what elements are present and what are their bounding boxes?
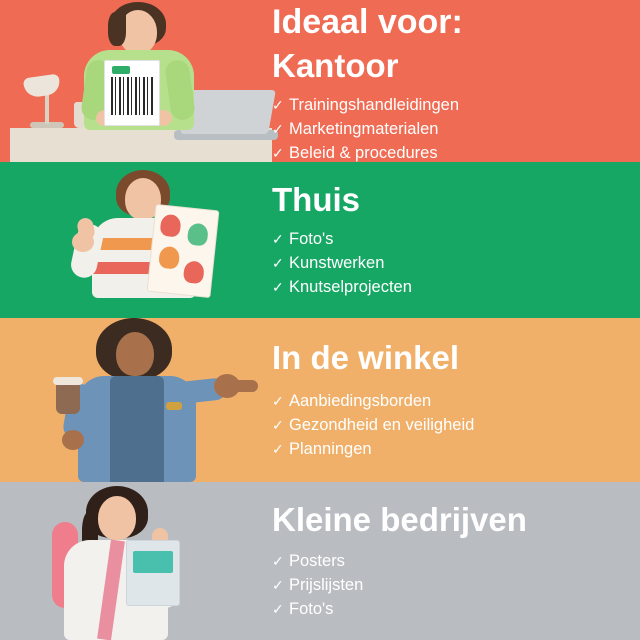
wristwatch-icon bbox=[166, 402, 182, 410]
check-icon: ✓ bbox=[272, 417, 284, 433]
handprint-artwork bbox=[148, 205, 219, 297]
list-item bbox=[272, 252, 632, 274]
photo-kleine-bedrijven bbox=[0, 482, 272, 640]
bullet-list-winkel bbox=[272, 390, 632, 462]
check-icon: ✓ bbox=[272, 553, 284, 569]
photo-winkel bbox=[0, 318, 272, 482]
list-item-label: Kunstwerken bbox=[289, 254, 385, 272]
list-item-label: Trainingshandleidingen bbox=[289, 96, 460, 114]
check-icon: ✓ bbox=[272, 145, 284, 161]
list-item bbox=[272, 118, 632, 140]
list-item-label: Foto's bbox=[289, 600, 334, 618]
bullet-list-thuis bbox=[272, 228, 632, 300]
list-item-label: Gezondheid en veiligheid bbox=[289, 416, 475, 434]
text-thuis bbox=[272, 162, 632, 318]
list-item bbox=[272, 94, 632, 116]
handprint-red bbox=[159, 214, 181, 238]
head bbox=[116, 332, 154, 376]
head bbox=[98, 496, 136, 540]
hand-left bbox=[72, 232, 94, 252]
document-logo bbox=[112, 66, 130, 74]
lamp-shade-icon bbox=[23, 74, 61, 99]
check-icon: ✓ bbox=[272, 393, 284, 409]
text-kantoor bbox=[272, 0, 632, 162]
photo-thuis bbox=[0, 162, 272, 318]
heading-kleine-bedrijven: Kleine bedrijven bbox=[272, 501, 527, 538]
list-item-label: Posters bbox=[289, 552, 345, 570]
lamp-stem-icon bbox=[45, 92, 49, 124]
check-icon: ✓ bbox=[272, 279, 284, 295]
handprint-orange bbox=[158, 246, 180, 270]
heading-kantoor: Kantoor bbox=[272, 47, 399, 84]
hand-left bbox=[62, 430, 84, 450]
check-icon: ✓ bbox=[272, 577, 284, 593]
product-bag bbox=[126, 540, 180, 606]
printed-manual bbox=[104, 60, 160, 126]
list-item-label: Planningen bbox=[289, 440, 372, 458]
handprint-green bbox=[187, 222, 209, 246]
laptop-screen-icon bbox=[180, 90, 276, 134]
list-item bbox=[272, 276, 632, 298]
list-item bbox=[272, 390, 632, 412]
heading-winkel: In de winkel bbox=[272, 339, 460, 376]
heading-thuis: Thuis bbox=[272, 181, 360, 218]
handprint-red-2 bbox=[183, 260, 205, 284]
list-item-label: Prijslijsten bbox=[289, 576, 364, 594]
check-icon: ✓ bbox=[272, 121, 284, 137]
list-item-label: Knutselprojecten bbox=[289, 278, 412, 296]
text-kleine-bedrijven bbox=[272, 482, 632, 640]
section-kleine-bedrijven bbox=[0, 482, 640, 640]
coffee-cup-lid-icon bbox=[53, 377, 83, 385]
check-icon: ✓ bbox=[272, 97, 284, 113]
photo-kantoor bbox=[0, 0, 272, 162]
section-winkel bbox=[0, 318, 640, 482]
list-item bbox=[272, 142, 632, 162]
list-item-label: Foto's bbox=[289, 230, 334, 248]
check-icon: ✓ bbox=[272, 441, 284, 457]
list-item bbox=[272, 438, 632, 460]
hair-side bbox=[108, 12, 126, 46]
product-label bbox=[133, 551, 173, 573]
bullet-list-kleine-bedrijven bbox=[272, 550, 632, 622]
list-item-label: Beleid & procedures bbox=[289, 144, 438, 162]
section-kantoor bbox=[0, 0, 640, 162]
check-icon: ✓ bbox=[272, 255, 284, 271]
section-thuis bbox=[0, 162, 640, 318]
check-icon: ✓ bbox=[272, 601, 284, 617]
text-winkel bbox=[272, 318, 632, 482]
apron bbox=[110, 376, 164, 482]
list-item bbox=[272, 598, 632, 620]
check-icon: ✓ bbox=[272, 231, 284, 247]
list-item bbox=[272, 550, 632, 572]
coffee-cup-icon bbox=[56, 382, 80, 414]
barcode-graphic bbox=[111, 77, 153, 115]
list-item bbox=[272, 414, 632, 436]
list-item-label: Marketingmaterialen bbox=[289, 120, 439, 138]
list-item bbox=[272, 228, 632, 250]
bullet-list-kantoor bbox=[272, 94, 632, 162]
list-item bbox=[272, 574, 632, 596]
list-item-label: Aanbiedingsborden bbox=[289, 392, 432, 410]
page-title: Ideaal voor: bbox=[272, 3, 463, 41]
pointing-finger-icon bbox=[232, 380, 258, 392]
